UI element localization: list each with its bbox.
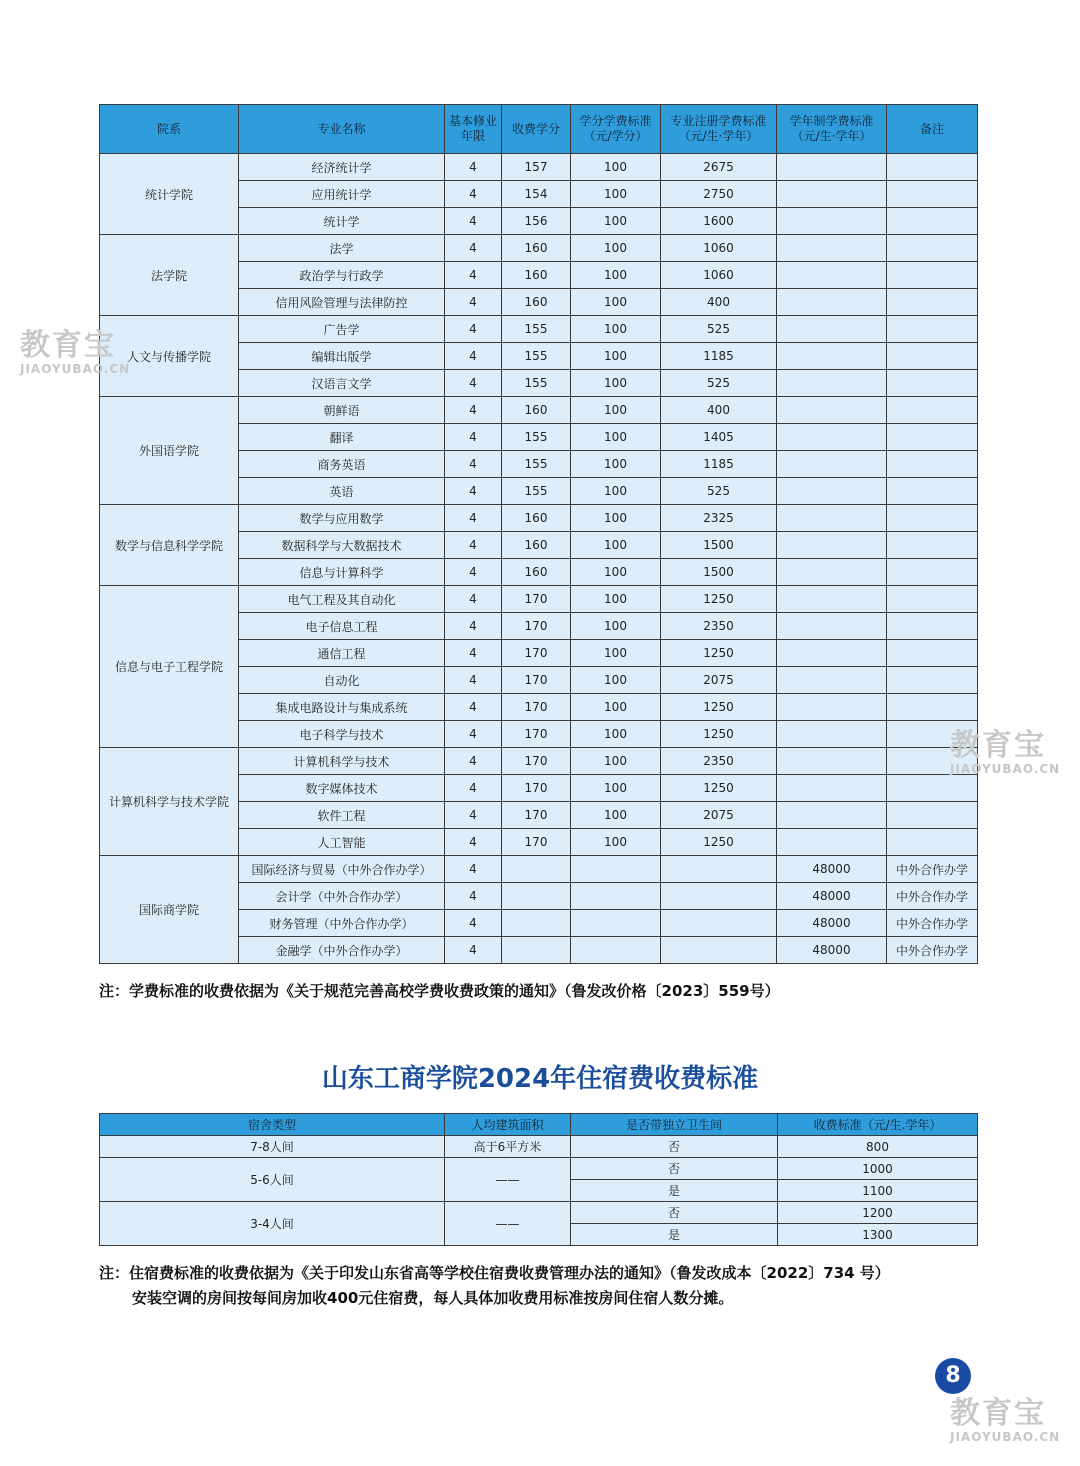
registration-fee: 2325: [661, 505, 777, 532]
major-name: 会计学（中外合作办学）: [239, 883, 445, 910]
annual-fee: [777, 397, 887, 424]
annual-fee: [777, 667, 887, 694]
credits: 155: [502, 343, 571, 370]
study-years: 4: [445, 667, 502, 694]
credits: 170: [502, 586, 571, 613]
table-row: [100, 1158, 978, 1180]
study-years: 4: [445, 181, 502, 208]
annual-fee: 48000: [777, 883, 887, 910]
watermark-text: 教育宝: [20, 328, 116, 363]
study-years: 4: [445, 694, 502, 721]
credit-fee: [571, 883, 661, 910]
credit-fee: [571, 910, 661, 937]
study-years: 4: [445, 748, 502, 775]
registration-fee: 1250: [661, 721, 777, 748]
remark: [887, 829, 978, 856]
registration-fee: 2750: [661, 181, 777, 208]
study-years: 4: [445, 937, 502, 964]
credits: 154: [502, 181, 571, 208]
credits: 155: [502, 451, 571, 478]
remark: [887, 397, 978, 424]
column-header: 收费学分: [502, 105, 571, 154]
table-row: [100, 1202, 978, 1224]
private-bathroom: 是: [571, 1224, 778, 1246]
study-years: 4: [445, 370, 502, 397]
table-row: [100, 748, 978, 775]
study-years: 4: [445, 802, 502, 829]
annual-fee: [777, 802, 887, 829]
study-years: 4: [445, 532, 502, 559]
remark: [887, 289, 978, 316]
credit-fee: 100: [571, 397, 661, 424]
credits: [502, 856, 571, 883]
annual-fee: 48000: [777, 856, 887, 883]
registration-fee: 2075: [661, 667, 777, 694]
tuition-fee-table: [99, 104, 978, 964]
major-name: 经济统计学: [239, 154, 445, 181]
credit-fee: 100: [571, 505, 661, 532]
major-name: 金融学（中外合作办学）: [239, 937, 445, 964]
credit-fee: 100: [571, 829, 661, 856]
annual-fee: [777, 478, 887, 505]
credit-fee: 100: [571, 586, 661, 613]
credit-fee: 100: [571, 559, 661, 586]
major-name: 朝鲜语: [239, 397, 445, 424]
major-name: 数据科学与大数据技术: [239, 532, 445, 559]
annual-fee: [777, 775, 887, 802]
remark: [887, 451, 978, 478]
table-row: [100, 397, 978, 424]
remark: [887, 532, 978, 559]
watermark-logo: [950, 1398, 1060, 1444]
table-row: [100, 154, 978, 181]
column-header: 收费标准（元/生.学年）: [778, 1114, 978, 1136]
column-header: 专业注册学费标准 （元/生·学年）: [661, 105, 777, 154]
credit-fee: 100: [571, 532, 661, 559]
tuition-note: 注：学费标准的收费依据为《关于规范完善高校学费收费政策的通知》（鲁发改价格〔2023〕559号）: [99, 982, 780, 1000]
study-years: 4: [445, 235, 502, 262]
major-name: 广告学: [239, 316, 445, 343]
dorm-type: 5-6人间: [100, 1158, 445, 1202]
credit-fee: 100: [571, 667, 661, 694]
registration-fee: 400: [661, 289, 777, 316]
column-header: 备注: [887, 105, 978, 154]
college-name: 数学与信息科学学院: [100, 505, 239, 586]
credits: 170: [502, 829, 571, 856]
credit-fee: 100: [571, 478, 661, 505]
registration-fee: 1250: [661, 775, 777, 802]
watermark-url: JIAOYUBAO.CN: [950, 762, 1061, 776]
annual-fee: [777, 613, 887, 640]
dorm-fee: 1000: [778, 1158, 978, 1180]
major-name: 翻译: [239, 424, 445, 451]
remark: [887, 694, 978, 721]
private-bathroom: 否: [571, 1136, 778, 1158]
major-name: 数学与应用数学: [239, 505, 445, 532]
table-row: [100, 235, 978, 262]
registration-fee: 1060: [661, 235, 777, 262]
annual-fee: [777, 154, 887, 181]
study-years: 4: [445, 397, 502, 424]
credits: 156: [502, 208, 571, 235]
credit-fee: 100: [571, 775, 661, 802]
remark: [887, 559, 978, 586]
annual-fee: [777, 235, 887, 262]
dorm-type: 7-8人间: [100, 1136, 445, 1158]
credits: 155: [502, 478, 571, 505]
study-years: 4: [445, 289, 502, 316]
major-name: 人工智能: [239, 829, 445, 856]
credits: 160: [502, 289, 571, 316]
credit-fee: 100: [571, 613, 661, 640]
registration-fee: 1250: [661, 829, 777, 856]
study-years: 4: [445, 721, 502, 748]
credits: 170: [502, 613, 571, 640]
watermark-logo: [20, 330, 130, 376]
study-years: 4: [445, 856, 502, 883]
annual-fee: [777, 208, 887, 235]
study-years: 4: [445, 775, 502, 802]
college-name: 外国语学院: [100, 397, 239, 505]
column-header: 是否带独立卫生间: [571, 1114, 778, 1136]
credits: 157: [502, 154, 571, 181]
study-years: 4: [445, 829, 502, 856]
registration-fee: 2350: [661, 613, 777, 640]
annual-fee: [777, 721, 887, 748]
major-name: 财务管理（中外合作办学）: [239, 910, 445, 937]
remark: [887, 316, 978, 343]
registration-fee: 1250: [661, 586, 777, 613]
registration-fee: [661, 910, 777, 937]
annual-fee: [777, 559, 887, 586]
credits: [502, 937, 571, 964]
credit-fee: 100: [571, 748, 661, 775]
annual-fee: [777, 829, 887, 856]
registration-fee: 2350: [661, 748, 777, 775]
study-years: 4: [445, 478, 502, 505]
remark: [887, 424, 978, 451]
remark: 中外合作办学: [887, 937, 978, 964]
credit-fee: [571, 856, 661, 883]
table-row: [100, 316, 978, 343]
major-name: 自动化: [239, 667, 445, 694]
credits: 170: [502, 721, 571, 748]
dorm-note-line2: 安装空调的房间按每间房加收400元住宿费，每人具体加收费用标准按房间住宿人数分摊。: [132, 1289, 734, 1307]
table-row: [100, 505, 978, 532]
study-years: 4: [445, 154, 502, 181]
annual-fee: [777, 640, 887, 667]
area-per-person: 高于6平方米: [445, 1136, 571, 1158]
registration-fee: 1185: [661, 343, 777, 370]
credits: 170: [502, 802, 571, 829]
credit-fee: 100: [571, 370, 661, 397]
college-name: 国际商学院: [100, 856, 239, 964]
credits: 160: [502, 532, 571, 559]
annual-fee: [777, 343, 887, 370]
credit-fee: 100: [571, 289, 661, 316]
dorm-fee: 800: [778, 1136, 978, 1158]
credits: 170: [502, 667, 571, 694]
remark: [887, 802, 978, 829]
credit-fee: 100: [571, 802, 661, 829]
dorm-fee: 1100: [778, 1180, 978, 1202]
private-bathroom: 是: [571, 1180, 778, 1202]
credit-fee: 100: [571, 343, 661, 370]
study-years: 4: [445, 262, 502, 289]
major-name: 汉语言文学: [239, 370, 445, 397]
major-name: 计算机科学与技术: [239, 748, 445, 775]
study-years: 4: [445, 316, 502, 343]
major-name: 应用统计学: [239, 181, 445, 208]
annual-fee: [777, 289, 887, 316]
annual-fee: [777, 316, 887, 343]
major-name: 数字媒体技术: [239, 775, 445, 802]
major-name: 通信工程: [239, 640, 445, 667]
credits: 160: [502, 397, 571, 424]
remark: [887, 154, 978, 181]
annual-fee: [777, 370, 887, 397]
major-name: 国际经济与贸易（中外合作办学）: [239, 856, 445, 883]
college-name: 信息与电子工程学院: [100, 586, 239, 748]
major-name: 电气工程及其自动化: [239, 586, 445, 613]
annual-fee: [777, 262, 887, 289]
credits: 170: [502, 694, 571, 721]
remark: [887, 667, 978, 694]
major-name: 政治学与行政学: [239, 262, 445, 289]
major-name: 法学: [239, 235, 445, 262]
remark: [887, 586, 978, 613]
annual-fee: [777, 532, 887, 559]
watermark-text: 教育宝: [950, 728, 1046, 763]
major-name: 电子科学与技术: [239, 721, 445, 748]
column-header: 人均建筑面积: [445, 1114, 571, 1136]
credits: [502, 883, 571, 910]
remark: 中外合作办学: [887, 910, 978, 937]
major-name: 英语: [239, 478, 445, 505]
registration-fee: 525: [661, 316, 777, 343]
dorm-note-line1: 注：住宿费标准的收费依据为《关于印发山东省高等学校住宿费收费管理办法的通知》（鲁发改成本〔2022〕734 号）: [99, 1264, 890, 1282]
dorm-fee: 1200: [778, 1202, 978, 1224]
remark: 中外合作办学: [887, 856, 978, 883]
annual-fee: [777, 586, 887, 613]
table-row: [100, 1136, 978, 1158]
dorm-fee-title: 山东工商学院2024年住宿费收费标准: [321, 1064, 759, 1094]
major-name: 集成电路设计与集成系统: [239, 694, 445, 721]
annual-fee: 48000: [777, 937, 887, 964]
credits: 170: [502, 640, 571, 667]
major-name: 信息与计算科学: [239, 559, 445, 586]
column-header: 宿舍类型: [100, 1114, 445, 1136]
study-years: 4: [445, 640, 502, 667]
major-name: 软件工程: [239, 802, 445, 829]
watermark-url: JIAOYUBAO.CN: [950, 1430, 1061, 1444]
registration-fee: 525: [661, 478, 777, 505]
registration-fee: 1405: [661, 424, 777, 451]
credit-fee: 100: [571, 154, 661, 181]
annual-fee: [777, 424, 887, 451]
remark: [887, 505, 978, 532]
table-row: [100, 856, 978, 883]
study-years: 4: [445, 424, 502, 451]
study-years: 4: [445, 910, 502, 937]
major-name: 编辑出版学: [239, 343, 445, 370]
credits: 160: [502, 235, 571, 262]
study-years: 4: [445, 343, 502, 370]
study-years: 4: [445, 883, 502, 910]
major-name: 统计学: [239, 208, 445, 235]
area-per-person: ——: [445, 1202, 571, 1246]
credit-fee: 100: [571, 316, 661, 343]
credit-fee: 100: [571, 640, 661, 667]
remark: [887, 613, 978, 640]
area-per-person: ——: [445, 1158, 571, 1202]
credit-fee: 100: [571, 694, 661, 721]
credits: 155: [502, 370, 571, 397]
table-header-row: [100, 1114, 978, 1136]
credits: 170: [502, 748, 571, 775]
credit-fee: 100: [571, 208, 661, 235]
remark: [887, 640, 978, 667]
annual-fee: [777, 694, 887, 721]
remark: [887, 343, 978, 370]
annual-fee: 48000: [777, 910, 887, 937]
remark: 中外合作办学: [887, 883, 978, 910]
study-years: 4: [445, 613, 502, 640]
major-name: 商务英语: [239, 451, 445, 478]
study-years: 4: [445, 505, 502, 532]
annual-fee: [777, 748, 887, 775]
credits: [502, 910, 571, 937]
remark: [887, 235, 978, 262]
registration-fee: 1250: [661, 694, 777, 721]
registration-fee: [661, 856, 777, 883]
registration-fee: 1185: [661, 451, 777, 478]
watermark-text: 教育宝: [950, 1396, 1046, 1431]
dorm-fee-table: [99, 1113, 978, 1246]
remark: [887, 262, 978, 289]
major-name: 电子信息工程: [239, 613, 445, 640]
credits: 160: [502, 262, 571, 289]
study-years: 4: [445, 208, 502, 235]
college-name: 人文与传播学院: [100, 316, 239, 397]
remark: [887, 370, 978, 397]
credit-fee: 100: [571, 424, 661, 451]
page-number: 8: [935, 1358, 971, 1394]
column-header: 基本修业 年限: [445, 105, 502, 154]
column-header: 院系: [100, 105, 239, 154]
credit-fee: 100: [571, 451, 661, 478]
registration-fee: 2075: [661, 802, 777, 829]
registration-fee: 400: [661, 397, 777, 424]
dorm-fee: 1300: [778, 1224, 978, 1246]
study-years: 4: [445, 586, 502, 613]
registration-fee: 1060: [661, 262, 777, 289]
registration-fee: [661, 883, 777, 910]
column-header: 学年制学费标准 （元/生·学年）: [777, 105, 887, 154]
credit-fee: [571, 937, 661, 964]
annual-fee: [777, 181, 887, 208]
remark: [887, 478, 978, 505]
registration-fee: 1600: [661, 208, 777, 235]
remark: [887, 775, 978, 802]
private-bathroom: 否: [571, 1202, 778, 1224]
watermark-url: JIAOYUBAO.CN: [20, 362, 131, 376]
table-row: [100, 586, 978, 613]
registration-fee: [661, 937, 777, 964]
registration-fee: 525: [661, 370, 777, 397]
study-years: 4: [445, 559, 502, 586]
registration-fee: 1500: [661, 532, 777, 559]
column-header: 专业名称: [239, 105, 445, 154]
college-name: 统计学院: [100, 154, 239, 235]
credits: 170: [502, 775, 571, 802]
major-name: 信用风险管理与法律防控: [239, 289, 445, 316]
study-years: 4: [445, 451, 502, 478]
credits: 155: [502, 424, 571, 451]
annual-fee: [777, 505, 887, 532]
annual-fee: [777, 451, 887, 478]
watermark-logo: [950, 730, 1060, 776]
registration-fee: 1250: [661, 640, 777, 667]
credits: 155: [502, 316, 571, 343]
credit-fee: 100: [571, 181, 661, 208]
column-header: 学分学费标准 （元/学分）: [571, 105, 661, 154]
registration-fee: 1500: [661, 559, 777, 586]
table-header-row: [100, 105, 978, 154]
college-name: 法学院: [100, 235, 239, 316]
credit-fee: 100: [571, 262, 661, 289]
credits: 160: [502, 559, 571, 586]
credit-fee: 100: [571, 235, 661, 262]
remark: [887, 181, 978, 208]
remark: [887, 208, 978, 235]
registration-fee: 2675: [661, 154, 777, 181]
college-name: 计算机科学与技术学院: [100, 748, 239, 856]
credits: 160: [502, 505, 571, 532]
private-bathroom: 否: [571, 1158, 778, 1180]
credit-fee: 100: [571, 721, 661, 748]
dorm-type: 3-4人间: [100, 1202, 445, 1246]
